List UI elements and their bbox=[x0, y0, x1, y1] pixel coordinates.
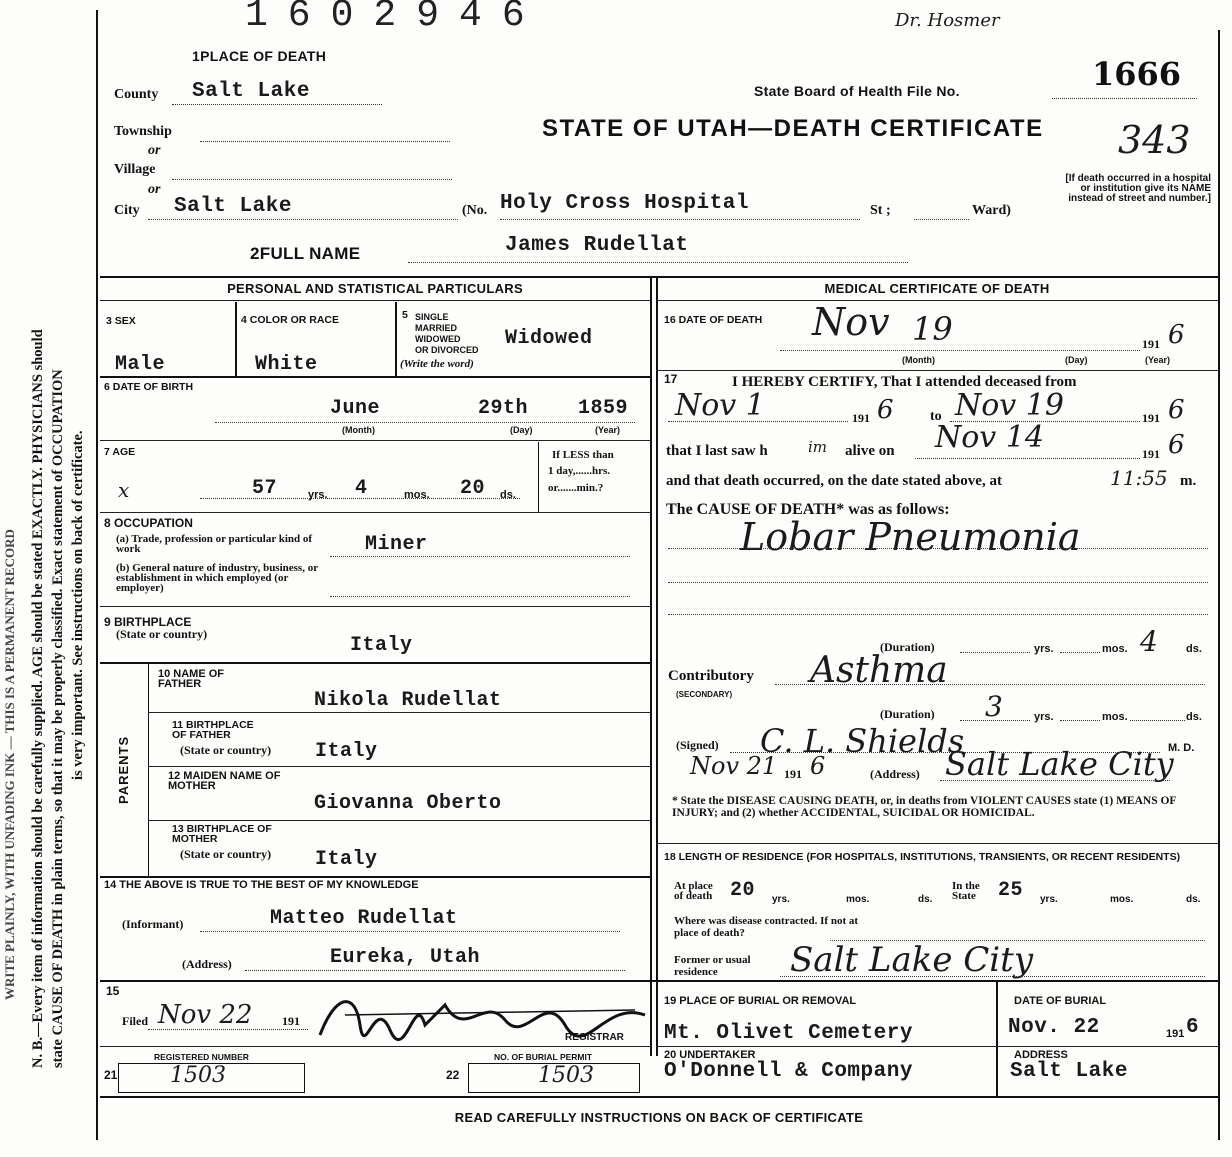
header-rule bbox=[100, 276, 1218, 278]
informant-value: Matteo Rudellat bbox=[270, 907, 458, 930]
signed-value: C. L. Shields bbox=[760, 722, 965, 760]
mother-label: 12 MAIDEN NAME OF MOTHER bbox=[168, 770, 281, 792]
from-year-prefix: 191 bbox=[852, 411, 870, 425]
date-of-death-label: 16 DATE OF DEATH bbox=[664, 314, 763, 326]
cause-value: Lobar Pneumonia bbox=[740, 515, 1081, 559]
marital-value: Widowed bbox=[505, 327, 593, 350]
marital-option-married: MARRIED bbox=[415, 323, 457, 333]
registered-number-label: REGISTERED NUMBER bbox=[154, 1052, 249, 1062]
medical-section-title: MEDICAL CERTIFICATE OF DEATH bbox=[824, 281, 1050, 296]
mother-birthplace-label: 13 BIRTHPLACE OF MOTHER bbox=[172, 823, 272, 845]
cause-text: The CAUSE OF DEATH* was as follows: bbox=[666, 501, 950, 518]
contributory-label: Contributory bbox=[668, 668, 754, 684]
certify-number: 17 bbox=[664, 372, 678, 386]
age-yrs-label: yrs. bbox=[308, 489, 328, 501]
signer-address-value: Salt Lake City bbox=[945, 745, 1174, 783]
doctor-note: Dr. Hosmer bbox=[895, 10, 1000, 31]
to-label: to bbox=[930, 409, 942, 424]
former-residence-label: Former or usual residence bbox=[674, 954, 751, 978]
place-of-death-label: 1PLACE OF DEATH bbox=[192, 48, 327, 64]
former-residence-value: Salt Lake City bbox=[790, 940, 1034, 980]
marital-write-note: (Write the word) bbox=[400, 358, 474, 370]
father-label: 10 NAME OF FATHER bbox=[158, 668, 225, 690]
certificate-stamp-number: 1602946 bbox=[245, 0, 545, 37]
father-value: Nikola Rudellat bbox=[314, 689, 502, 712]
hospital-note: [If death occurred in a hospital or institution give its NAME instead of street and number.] bbox=[1065, 173, 1211, 204]
duration-mos: mos. bbox=[1102, 643, 1128, 655]
informant-label: (Informant) bbox=[122, 917, 184, 931]
frame-left bbox=[96, 10, 98, 1140]
or-label-1: or bbox=[148, 143, 161, 158]
death-year: 6 bbox=[1168, 320, 1185, 350]
burial-permit-index: 22 bbox=[446, 1068, 460, 1082]
marital-option-single: SINGLE bbox=[415, 312, 449, 322]
occupation-label: 8 OCCUPATION bbox=[104, 516, 193, 530]
file-no-label: State Board of Health File No. bbox=[754, 83, 960, 99]
birthplace-label: 9 BIRTHPLACE bbox=[104, 615, 192, 629]
contrib-ds: ds. bbox=[1186, 711, 1202, 723]
address-label: (Address) bbox=[182, 957, 232, 971]
death-time: 11:55 bbox=[1110, 466, 1168, 490]
hospital-value: Holy Cross Hospital bbox=[500, 192, 749, 215]
frame-right bbox=[1218, 30, 1220, 1140]
occupation-value: Miner bbox=[365, 533, 428, 556]
sex-label: 3 SEX bbox=[106, 315, 136, 327]
column-divider-a bbox=[650, 276, 652, 1056]
signed-year: 6 bbox=[810, 752, 826, 780]
where-contracted: Where was disease contracted. If not at place of death? bbox=[674, 915, 859, 939]
signed-date: Nov 21 bbox=[690, 752, 778, 780]
registrar-label: REGISTRAR bbox=[565, 1032, 624, 1043]
last-year: 6 bbox=[1168, 430, 1185, 460]
side-note-outer: WRITE PLAINLY, WITH UNFADING INK — THIS IS A PERMANENT RECORD bbox=[2, 529, 17, 1000]
at-place-years: 20 bbox=[730, 879, 756, 902]
to-year: 6 bbox=[1168, 395, 1185, 425]
signed-year-prefix: 191 bbox=[784, 767, 802, 781]
footer-instructions: READ CAREFULLY INSTRUCTIONS ON BACK OF CERTIFICATE bbox=[454, 1110, 864, 1125]
county-label: County bbox=[114, 87, 159, 102]
registered-number-value: 1503 bbox=[170, 1063, 226, 1088]
dob-month-caption: (Month) bbox=[342, 425, 375, 435]
filed-value: Nov 22 bbox=[158, 1000, 253, 1030]
true-statement-label: 14 THE ABOVE IS TRUE TO THE BEST OF MY KNOWLEDGE bbox=[104, 879, 419, 891]
burial-permit-value: 1503 bbox=[538, 1063, 594, 1088]
signed-label: (Signed) bbox=[676, 738, 719, 752]
death-occurred-text: and that death occurred, on the date stated above, at bbox=[666, 473, 1002, 489]
occupation-a: (a) Trade, profession or particular kind of work bbox=[116, 533, 313, 555]
column-divider-b bbox=[656, 276, 658, 1056]
file-no-value: 1666 bbox=[1092, 55, 1182, 93]
village-label: Village bbox=[114, 162, 156, 177]
filed-year: 191 bbox=[282, 1014, 300, 1028]
signer-address-label: (Address) bbox=[870, 767, 920, 781]
no-label: (No. bbox=[462, 203, 488, 218]
mother-value: Giovanna Oberto bbox=[314, 792, 502, 815]
burial-permit-label: NO. OF BURIAL PERMIT bbox=[494, 1052, 593, 1062]
side-note-line2: state CAUSE OF DEATH in plain terms, so that it may be properly classified. Exact statement of OCCUPATION bbox=[50, 369, 66, 1068]
md-label: M. D. bbox=[1168, 742, 1195, 754]
less-than-line1: If LESS than bbox=[552, 449, 614, 461]
dob-label: 6 DATE OF BIRTH bbox=[104, 381, 194, 393]
less-than-line3: or.......min.? bbox=[548, 482, 604, 494]
duration-months: 4 bbox=[1140, 625, 1158, 658]
in-state-label: In the State bbox=[952, 880, 980, 902]
marital-number: 5 bbox=[402, 309, 408, 321]
sex-value: Male bbox=[115, 353, 166, 376]
filed-label: Filed bbox=[122, 1014, 148, 1028]
death-year-prefix: 191 bbox=[1142, 337, 1160, 351]
age-years: 57 bbox=[252, 477, 278, 500]
in-state-mos: mos. bbox=[1110, 894, 1134, 905]
attended-to: Nov 19 bbox=[955, 388, 1064, 423]
side-note-line1: N. B.—Every item of information should be carefully supplied. AGE should be stated EXACTLY. PHYSICIANS should bbox=[30, 329, 46, 1068]
age-ds-label: ds. bbox=[500, 489, 516, 501]
alive-on-label: alive on bbox=[845, 443, 895, 459]
at-place-mos: mos. bbox=[846, 894, 870, 905]
age-months: 4 bbox=[355, 477, 368, 500]
informant-address-value: Eureka, Utah bbox=[330, 946, 481, 969]
footer-rule bbox=[100, 1096, 1218, 1098]
contributory-value: Asthma bbox=[810, 650, 948, 691]
dob-year: 1859 bbox=[578, 397, 629, 420]
county-value: Salt Lake bbox=[192, 80, 310, 103]
birthplace-sub: (State or country) bbox=[116, 627, 208, 641]
burial-date-value: Nov. 22 bbox=[1008, 1016, 1100, 1039]
to-year-prefix: 191 bbox=[1142, 411, 1160, 425]
side-note-line3: is very important. See instructions on back of certificate. bbox=[70, 430, 86, 780]
ward-label: Ward) bbox=[972, 203, 1011, 218]
dob-day: 29th bbox=[478, 397, 529, 420]
personal-section-title: PERSONAL AND STATISTICAL PARTICULARS bbox=[227, 281, 523, 296]
last-saw-date: Nov 14 bbox=[935, 420, 1044, 455]
death-month-caption: (Month) bbox=[902, 355, 935, 365]
duration-label: (Duration) bbox=[880, 640, 935, 654]
in-state-yrs: yrs. bbox=[1040, 894, 1058, 905]
contrib-yrs: yrs. bbox=[1034, 711, 1054, 723]
burial-place-value: Mt. Olivet Cemetery bbox=[664, 1022, 913, 1045]
contrib-mos: mos. bbox=[1102, 711, 1128, 723]
mother-birthplace-value: Italy bbox=[315, 848, 378, 871]
contrib-duration-years: 3 bbox=[985, 690, 1003, 723]
death-year-caption: (Year) bbox=[1145, 355, 1171, 365]
age-days: 20 bbox=[460, 477, 486, 500]
age-label: 7 AGE bbox=[104, 446, 136, 458]
city-value: Salt Lake bbox=[174, 195, 292, 218]
marital-option-divorced: OR DIVORCED bbox=[415, 345, 479, 355]
color-label: 4 COLOR OR RACE bbox=[241, 314, 340, 326]
time-m: m. bbox=[1180, 473, 1197, 489]
last-saw-handwritten: im bbox=[808, 438, 828, 456]
less-than-line2: 1 day,......hrs. bbox=[548, 465, 611, 477]
st-label: St ; bbox=[870, 203, 891, 218]
in-state-ds: ds. bbox=[1186, 894, 1201, 905]
secondary-label: (SECONDARY) bbox=[676, 690, 733, 699]
death-month: Nov bbox=[812, 300, 890, 344]
at-place-yrs: yrs. bbox=[772, 894, 790, 905]
death-day-caption: (Day) bbox=[1065, 355, 1088, 365]
attended-from: Nov 1 bbox=[675, 388, 765, 423]
mother-birthplace-sub: (State or country) bbox=[180, 847, 272, 861]
last-year-prefix: 191 bbox=[1142, 447, 1160, 461]
burial-place-label: 19 PLACE OF BURIAL OR REMOVAL bbox=[664, 995, 857, 1007]
certify-text: I HEREBY CERTIFY, That I attended deceased from bbox=[732, 374, 1077, 390]
undertaker-label: 20 UNDERTAKER bbox=[664, 1049, 756, 1061]
father-birthplace-value: Italy bbox=[315, 740, 378, 763]
from-year: 6 bbox=[877, 395, 894, 425]
residence-label: 18 LENGTH OF RESIDENCE (FOR HOSPITALS, INSTITUTIONS, TRANSIENTS, OR RECENT RESIDENTS) bbox=[664, 851, 1181, 863]
duration-ds: ds. bbox=[1186, 643, 1202, 655]
duration-yrs: yrs. bbox=[1034, 643, 1054, 655]
father-birthplace-sub: (State or country) bbox=[180, 743, 272, 757]
cause-footnote: * State the DISEASE CAUSING DEATH, or, in deaths from VIOLENT CAUSES state (1) MEANS OF INJURY; and (2) whether ACCIDENTAL, SUICIDAL OR HOMICIDAL. bbox=[672, 795, 1177, 819]
or-label-2: or bbox=[148, 182, 161, 197]
certificate-title: STATE OF UTAH—DEATH CERTIFICATE bbox=[542, 115, 1044, 142]
burial-date-label: DATE OF BURIAL bbox=[1014, 995, 1107, 1007]
death-day: 19 bbox=[912, 310, 953, 348]
at-place-label: At place of death bbox=[674, 880, 713, 902]
registered-number-index: 21 bbox=[104, 1068, 118, 1082]
undertaker-value: O'Donnell & Company bbox=[664, 1060, 913, 1083]
marital-option-widowed: WIDOWED bbox=[415, 334, 461, 344]
parents-label: PARENTS bbox=[116, 735, 131, 804]
city-label: City bbox=[114, 203, 140, 218]
at-place-ds: ds. bbox=[918, 894, 933, 905]
file-no-handwritten: 343 bbox=[1118, 118, 1191, 162]
age-prefix: x bbox=[118, 478, 130, 502]
in-state-years: 25 bbox=[998, 879, 1024, 902]
full-name-label: 2FULL NAME bbox=[250, 244, 361, 263]
undertaker-address-label: ADDRESS bbox=[1014, 1049, 1068, 1061]
occupation-b: (b) General nature of industry, business, or establishment in which employed (or employer) bbox=[116, 562, 318, 594]
last-saw-text: that I last saw h bbox=[666, 443, 768, 459]
burial-year-prefix: 191 bbox=[1166, 1028, 1185, 1040]
father-birthplace-label: 11 BIRTHPLACE OF FATHER bbox=[172, 719, 254, 741]
contrib-duration-label: (Duration) bbox=[880, 707, 935, 721]
registrar-signature bbox=[315, 985, 655, 1054]
township-label: Township bbox=[114, 124, 172, 139]
undertaker-address-value: Salt Lake bbox=[1010, 1060, 1128, 1083]
dob-day-caption: (Day) bbox=[510, 425, 533, 435]
dob-month: June bbox=[330, 397, 381, 420]
birthplace-value: Italy bbox=[350, 634, 413, 657]
color-value: White bbox=[255, 353, 318, 376]
dob-year-caption: (Year) bbox=[595, 425, 621, 435]
burial-year: 6 bbox=[1186, 1016, 1200, 1039]
age-mos-label: mos. bbox=[404, 489, 430, 501]
full-name-value: James Rudellat bbox=[505, 234, 689, 257]
filed-number: 15 bbox=[106, 984, 120, 998]
